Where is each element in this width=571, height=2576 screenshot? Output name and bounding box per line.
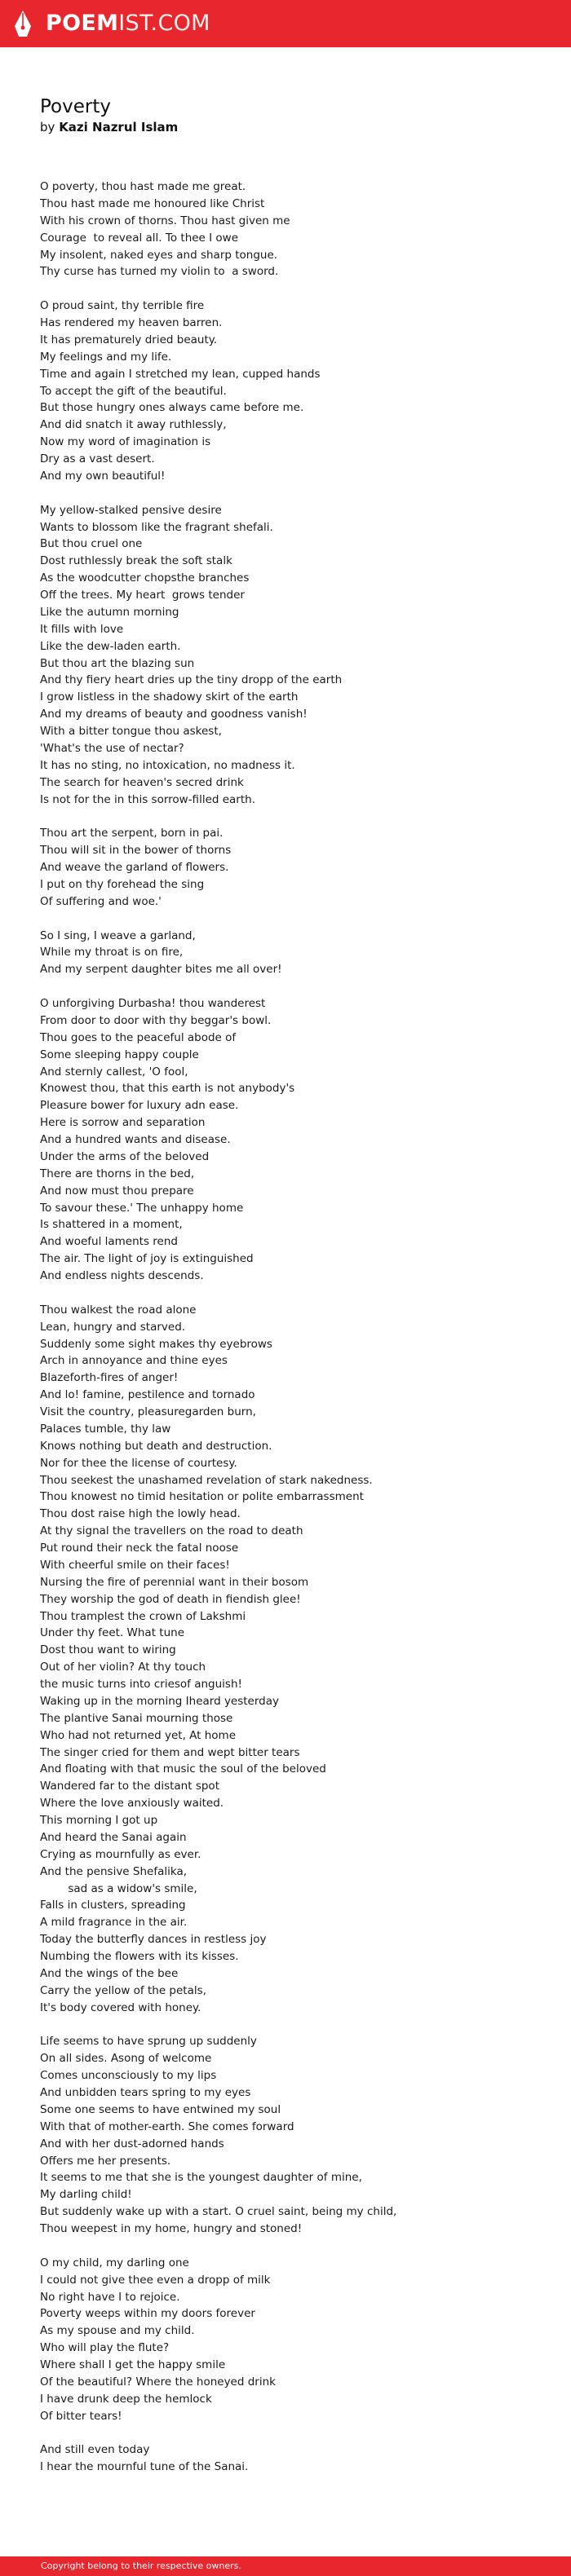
poem-line: On all sides. Asong of welcome (40, 2052, 212, 2066)
poem-line: And my dreams of beauty and goodness vanish! (40, 708, 308, 721)
poem-line: Today the butterfly dances in restless joy (40, 1933, 267, 1947)
poem-line: My insolent, naked eyes and sharp tongue. (40, 248, 278, 262)
poem-line: And thy fiery heart dries up the tiny dropp of the earth (40, 673, 343, 687)
poem-line: And a hundred wants and disease. (40, 1133, 231, 1146)
poem-line: O proud saint, thy terrible fire (40, 299, 205, 313)
poem-line: But suddenly wake up with a start. O cruel saint, being my child, (40, 2205, 397, 2219)
poem-line: And woeful laments rend (40, 1235, 178, 1249)
author-name: Kazi Nazrul Islam (59, 120, 179, 135)
poem-line: But those hungry ones always came before me. (40, 401, 304, 415)
poem-line: With that of mother-earth. She comes forward (40, 2119, 294, 2133)
poem-line: Thy curse has turned my violin to a sword. (40, 265, 279, 279)
poem-line: Suddenly some sight makes thy eyebrows (40, 1337, 272, 1351)
poem-line: And endless nights descends. (40, 1269, 204, 1282)
poem-line: Crying as mournfully as ever. (40, 1847, 201, 1861)
poem-stanza (40, 825, 546, 910)
poem-line: At thy signal the travellers on the road to death (40, 1524, 303, 1538)
poem-line: O my child, my darling one (40, 2256, 189, 2269)
poem-line: Who will play the flute? (40, 2341, 170, 2355)
poem-line: Who had not returned yet, At home (40, 1728, 237, 1742)
poem-line: Put round their neck the fatal noose (40, 1542, 239, 1555)
poem-line: And the pensive Shefalika, (40, 1864, 188, 1878)
copyright-text: Copyright belong to their respective owners. (41, 2561, 241, 2571)
poem-line: Of suffering and woe.' (40, 894, 162, 908)
poem-line: It seems to me that she is the youngest daughter of mine, (40, 2171, 362, 2185)
poem-line: To savour these.' The unhappy home (40, 1201, 244, 1215)
poem-line: Poverty weeps within my doors forever (40, 2307, 255, 2321)
poem-line: While my throat is on fire, (40, 946, 184, 959)
poem-line: Some sleeping happy couple (40, 1048, 199, 1061)
poem-stanza (40, 2255, 546, 2425)
poem-line: Where shall I get the happy smile (40, 2358, 226, 2371)
logo-bold-text: POEM (46, 11, 119, 36)
poem-line: From door to door with thy beggar's bowl. (40, 1013, 272, 1027)
poem-line: With cheerful smile on their faces! (40, 1558, 230, 1572)
poem-line: Nursing the fire of perennial want in their bosom (40, 1575, 309, 1589)
poem-line: Some one seems to have entwined my soul (40, 2102, 281, 2116)
poem-line: Waking up in the morning Iheard yesterday (40, 1694, 280, 1708)
poem-line: And weave the garland of flowers. (40, 861, 229, 874)
poem-line: Thou goes to the peaceful abode of (40, 1030, 237, 1044)
poem-line: With his crown of thorns. Thou hast given me (40, 214, 290, 227)
poem-line: Like the dew-laden earth. (40, 639, 181, 653)
poem-line: With a bitter tongue thou askest, (40, 725, 222, 738)
poem-stanza (40, 995, 546, 1285)
poem-line: A mild fragrance in the air. (40, 1916, 188, 1930)
poem-line: Of bitter tears! (40, 2409, 122, 2423)
poem-line: They worship the god of death in fiendish glee! (40, 1592, 301, 1606)
poem-line: O poverty, thou hast made me great. (40, 180, 246, 193)
poem-line: Blazeforth-fires of anger! (40, 1371, 179, 1385)
site-logo[interactable] (46, 11, 210, 37)
poem-line: Wandered far to the distant spot (40, 1780, 219, 1793)
poem-line: Now my word of imagination is (40, 435, 211, 449)
poem-line: Comes unconsciously to my lips (40, 2069, 217, 2083)
poem-line: 'What's the use of nectar? (40, 741, 184, 755)
poem-line: But thou art the blazing sun (40, 656, 195, 670)
poem-line: Courage to reveal all. To thee I owe (40, 231, 239, 245)
poem-line: And did snatch it away ruthlessly, (40, 418, 227, 432)
poem-line: The search for heaven's secred drink (40, 775, 244, 789)
poem-line: Palaces tumble, thy law (40, 1422, 171, 1436)
poem-line: Visit the country, pleasuregarden burn, (40, 1405, 256, 1418)
poem-line: I have drunk deep the hemlock (40, 2392, 212, 2406)
poem-line: And floating with that music the soul of the beloved (40, 1762, 326, 1776)
poem-line: And the wings of the bee (40, 1966, 179, 1980)
poem-line: The singer cried for them and wept bitter tears (40, 1745, 300, 1759)
poem-byline (40, 119, 178, 135)
poem-line: To accept the gift of the beautiful. (40, 384, 227, 398)
poem-stanza (40, 298, 546, 485)
poem-line: My feelings and my life. (40, 350, 172, 364)
poem-line: Life seems to have sprung up suddenly (40, 2035, 257, 2049)
poem-line: It's body covered with honey. (40, 2000, 201, 2014)
site-footer (0, 2556, 571, 2576)
poem-line: Falls in clusters, spreading (40, 1899, 186, 1912)
poem-line: Thou art the serpent, born in pai. (40, 827, 224, 840)
poem-stanza (40, 502, 546, 809)
poem-line: No right have I to rejoice. (40, 2290, 180, 2304)
poem-line: Carry the yellow of the petals, (40, 1983, 206, 1997)
poem-line: Off the trees. My heart grows tender (40, 589, 245, 602)
logo-light-text: IST.COM (118, 11, 210, 36)
poem-line: Is not for the in this sorrow-filled earth. (40, 792, 256, 806)
poem-line: It has no sting, no intoxication, no madness it. (40, 758, 295, 772)
poem-line: My yellow-stalked pensive desire (40, 503, 222, 517)
poem-line: Under the arms of the beloved (40, 1149, 210, 1163)
poem-line: Is shattered in a moment, (40, 1218, 183, 1232)
poem-line: Where the love anxiously waited. (40, 1797, 224, 1811)
poem-line: Of the beautiful? Where the honeyed drink (40, 2375, 276, 2389)
poem-line: Under thy feet. What tune (40, 1626, 184, 1640)
poem-line: And lo! famine, pestilence and tornado (40, 1388, 255, 1402)
poem-line: This morning I got up (40, 1814, 158, 1827)
poem-line: But thou cruel one (40, 537, 143, 551)
poem-line: Lean, hungry and starved. (40, 1320, 186, 1334)
poem-line: My darling child! (40, 2188, 132, 2202)
poem-line: Dost ruthlessly break the soft stalk (40, 554, 232, 568)
poem-line: Has rendered my heaven barren. (40, 316, 223, 329)
poem-line: Thou tramplest the crown of Lakshmi (40, 1609, 246, 1623)
poem-line: Thou weepest in my home, hungry and stoned! (40, 2222, 303, 2235)
poem-line: Pleasure bower for luxury adn ease. (40, 1099, 239, 1113)
poem-line: Thou knowest no timid hesitation or polite embarrassment (40, 1490, 364, 1504)
poem-line: So I sing, I weave a garland, (40, 929, 196, 942)
poem-line: Nor for thee the license of courtesy. (40, 1456, 237, 1470)
poem-line: Thou dost raise high the lowly head. (40, 1507, 241, 1521)
poem-title: Poverty (40, 96, 111, 117)
poem-line: Thou hast made me honoured like Christ (40, 196, 265, 210)
poem-line: Knows nothing but death and destruction. (40, 1439, 272, 1453)
poem-line: There are thorns in the bed, (40, 1167, 195, 1180)
poem-stanza (40, 179, 546, 280)
poem-stanza (40, 1302, 546, 2017)
poem-line: Like the autumn morning (40, 605, 179, 619)
poem-line: As my spouse and my child. (40, 2324, 195, 2338)
poem-line: I hear the mournful tune of the Sanai. (40, 2460, 249, 2474)
poem-line: O unforgiving Durbasha! thou wanderest (40, 997, 266, 1010)
poem-line: And now must thou prepare (40, 1184, 194, 1198)
fountain-pen-nib-icon[interactable] (13, 10, 33, 37)
poem-line: The plantive Sanai mourning those (40, 1711, 233, 1725)
poem-stanza (40, 2033, 546, 2238)
poem-line: It fills with love (40, 622, 124, 636)
poem-line: Offers me her presents. (40, 2154, 171, 2168)
poem-line: the music turns into criesof anguish! (40, 1678, 242, 1691)
poem-line: And heard the Sanai again (40, 1830, 187, 1844)
poem-line: The air. The light of joy is extinguished (40, 1252, 254, 1266)
poem-line: Here is sorrow and separation (40, 1116, 206, 1130)
poem-line: It has prematurely dried beauty. (40, 333, 218, 346)
byline-prefix: by (40, 120, 55, 135)
poem-line: Thou walkest the road alone (40, 1303, 197, 1317)
poem-line: Numbing the flowers with its kisses. (40, 1950, 239, 1963)
poem-line: I grow listless in the shadowy skirt of the earth (40, 690, 299, 704)
poem-line: Wants to blossom like the fragrant shefali. (40, 520, 273, 534)
poem-line: Knowest thou, that this earth is not anybody's (40, 1082, 295, 1096)
poem-line: I put on thy forehead the sing (40, 877, 205, 891)
poem-line: Dry as a vast desert. (40, 452, 155, 465)
poem-line: And my serpent daughter bites me all over! (40, 963, 282, 977)
poem-line: Thou seekest the unashamed revelation of stark nakedness. (40, 1473, 373, 1487)
poem-line: And unbidden tears spring to my eyes (40, 2086, 251, 2099)
poem-line: sad as a widow's smile, (40, 1881, 197, 1895)
poem-line: And sternly callest, 'O fool, (40, 1065, 188, 1078)
poem-line: Thou will sit in the bower of thorns (40, 844, 232, 858)
site-header (0, 0, 571, 47)
poem-stanza (40, 2441, 546, 2476)
poem-stanza (40, 928, 546, 979)
poem-line: As the woodcutter chopsthe branches (40, 571, 250, 585)
poem-line: And with her dust-adorned hands (40, 2137, 224, 2150)
poem-line: And my own beautiful! (40, 469, 166, 483)
poem-line: Arch in annoyance and thine eyes (40, 1354, 228, 1368)
poem-line: I could not give thee even a dropp of milk (40, 2273, 271, 2287)
poem-line: Dost thou want to wiring (40, 1643, 176, 1657)
poem-body (40, 179, 546, 2493)
poem-line: And still even today (40, 2443, 150, 2457)
poem-line: Time and again I stretched my lean, cupped hands (40, 367, 321, 381)
poem-line: Out of her violin? At thy touch (40, 1661, 206, 1674)
